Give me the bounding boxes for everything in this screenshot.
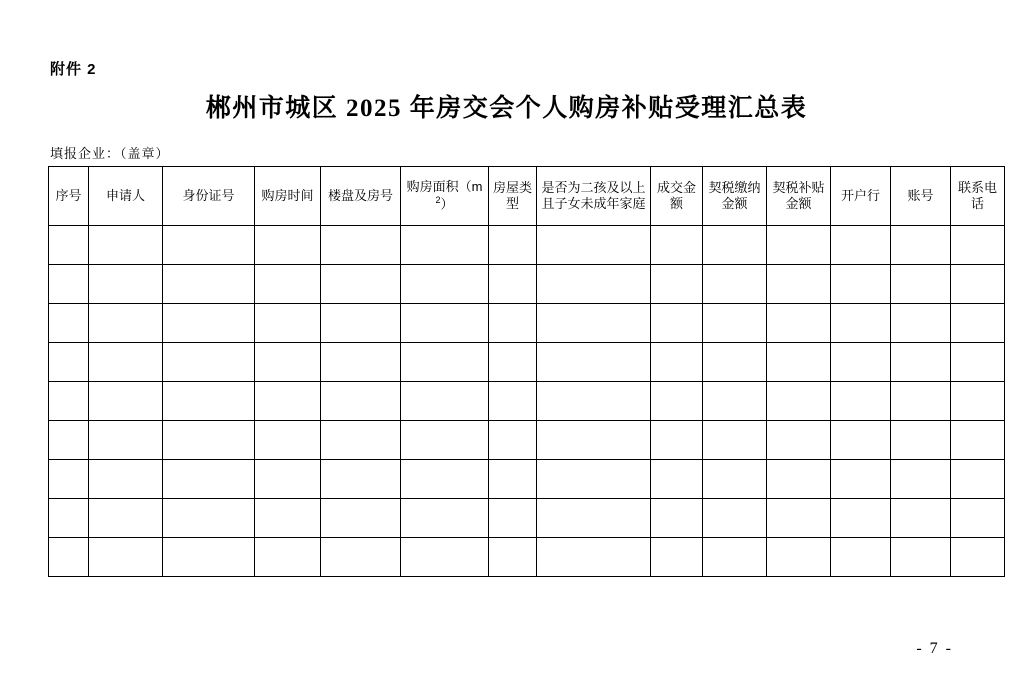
subsidy-summary-table <box>48 166 1005 577</box>
cell-area[interactable] <box>401 343 489 382</box>
cell-building_room[interactable] <box>321 499 401 538</box>
cell-area[interactable] <box>401 421 489 460</box>
cell-deed_tax_subsidy[interactable] <box>767 499 831 538</box>
cell-deal_amount[interactable] <box>651 421 703 460</box>
cell-id_number[interactable] <box>163 343 255 382</box>
cell-building_room[interactable] <box>321 343 401 382</box>
cell-deed_tax_paid[interactable] <box>703 382 767 421</box>
cell-building_room[interactable] <box>321 538 401 577</box>
cell-two_child_family[interactable] <box>537 538 651 577</box>
table-row <box>49 460 1005 499</box>
cell-deed_tax_subsidy[interactable] <box>767 538 831 577</box>
cell-house_type[interactable] <box>489 538 537 577</box>
cell-id_number[interactable] <box>163 226 255 265</box>
column-header-house_type: 房屋类型 <box>489 167 537 226</box>
cell-id_number[interactable] <box>163 265 255 304</box>
cell-phone[interactable] <box>951 226 1005 265</box>
column-header-applicant: 申请人 <box>89 167 163 226</box>
cell-deed_tax_paid[interactable] <box>703 304 767 343</box>
cell-area[interactable] <box>401 460 489 499</box>
reporting-company-label: 填报企业：（盖章） <box>50 146 170 161</box>
cell-area[interactable] <box>401 382 489 421</box>
cell-two_child_family[interactable] <box>537 460 651 499</box>
cell-id_number[interactable] <box>163 382 255 421</box>
cell-deed_tax_subsidy[interactable] <box>767 343 831 382</box>
cell-purchase_time[interactable] <box>255 343 321 382</box>
cell-house_type[interactable] <box>489 343 537 382</box>
cell-phone[interactable] <box>951 538 1005 577</box>
cell-account[interactable] <box>891 265 951 304</box>
cell-deed_tax_subsidy[interactable] <box>767 265 831 304</box>
cell-building_room[interactable] <box>321 226 401 265</box>
cell-house_type[interactable] <box>489 499 537 538</box>
column-header-id_number: 身份证号 <box>163 167 255 226</box>
cell-house_type[interactable] <box>489 460 537 499</box>
cell-applicant[interactable] <box>89 382 163 421</box>
table-row <box>49 265 1005 304</box>
cell-bank[interactable] <box>831 304 891 343</box>
table-row <box>49 421 1005 460</box>
cell-building_room[interactable] <box>321 421 401 460</box>
cell-purchase_time[interactable] <box>255 304 321 343</box>
cell-area[interactable] <box>401 538 489 577</box>
cell-applicant[interactable] <box>89 499 163 538</box>
cell-account[interactable] <box>891 304 951 343</box>
cell-account[interactable] <box>891 499 951 538</box>
cell-phone[interactable] <box>951 304 1005 343</box>
cell-area[interactable] <box>401 226 489 265</box>
column-header-deal_amount: 成交金额 <box>651 167 703 226</box>
cell-id_number[interactable] <box>163 538 255 577</box>
column-header-deed_tax_subsidy: 契税补贴金额 <box>767 167 831 226</box>
cell-purchase_time[interactable] <box>255 421 321 460</box>
cell-deal_amount[interactable] <box>651 304 703 343</box>
cell-phone[interactable] <box>951 499 1005 538</box>
column-header-area: 购房面积$(m^2)$ <box>401 167 489 226</box>
cell-deed_tax_paid[interactable] <box>703 499 767 538</box>
cell-house_type[interactable] <box>489 226 537 265</box>
cell-deed_tax_paid[interactable] <box>703 460 767 499</box>
cell-deed_tax_subsidy[interactable] <box>767 226 831 265</box>
table-row <box>49 499 1005 538</box>
cell-id_number[interactable] <box>163 460 255 499</box>
cell-bank[interactable] <box>831 499 891 538</box>
column-header-building_room: 楼盘及房号 <box>321 167 401 226</box>
table-row <box>49 538 1005 577</box>
cell-seq[interactable] <box>49 382 89 421</box>
cell-deal_amount[interactable] <box>651 499 703 538</box>
cell-two_child_family[interactable] <box>537 265 651 304</box>
cell-building_room[interactable] <box>321 460 401 499</box>
cell-deal_amount[interactable] <box>651 538 703 577</box>
cell-two_child_family[interactable] <box>537 382 651 421</box>
cell-bank[interactable] <box>831 226 891 265</box>
cell-bank[interactable] <box>831 538 891 577</box>
cell-seq[interactable] <box>49 499 89 538</box>
cell-phone[interactable] <box>951 382 1005 421</box>
cell-applicant[interactable] <box>89 265 163 304</box>
cell-account[interactable] <box>891 343 951 382</box>
cell-account[interactable] <box>891 460 951 499</box>
cell-area[interactable] <box>401 304 489 343</box>
column-header-account: 账号 <box>891 167 951 226</box>
cell-building_room[interactable] <box>321 382 401 421</box>
table-header-row <box>49 167 1005 226</box>
column-header-seq: 序号 <box>49 167 89 226</box>
cell-deed_tax_paid[interactable] <box>703 421 767 460</box>
cell-id_number[interactable] <box>163 304 255 343</box>
cell-deal_amount[interactable] <box>651 265 703 304</box>
column-header-deed_tax_paid: 契税缴纳金额 <box>703 167 767 226</box>
cell-deal_amount[interactable] <box>651 382 703 421</box>
cell-deed_tax_paid[interactable] <box>703 343 767 382</box>
table-row <box>49 304 1005 343</box>
cell-two_child_family[interactable] <box>537 304 651 343</box>
table-row <box>49 343 1005 382</box>
cell-deed_tax_subsidy[interactable] <box>767 460 831 499</box>
cell-account[interactable] <box>891 226 951 265</box>
attachment-label: 附件 2 <box>50 61 97 78</box>
cell-seq[interactable] <box>49 538 89 577</box>
column-header-two_child_family: 是否为二孩及以上且子女未成年家庭 <box>537 167 651 226</box>
cell-applicant[interactable] <box>89 226 163 265</box>
column-header-bank: 开户行 <box>831 167 891 226</box>
table-row <box>49 382 1005 421</box>
table-row <box>49 226 1005 265</box>
cell-phone[interactable] <box>951 460 1005 499</box>
cell-two_child_family[interactable] <box>537 421 651 460</box>
cell-purchase_time[interactable] <box>255 460 321 499</box>
cell-id_number[interactable] <box>163 499 255 538</box>
column-header-phone: 联系电话 <box>951 167 1005 226</box>
column-header-purchase_time: 购房时间 <box>255 167 321 226</box>
cell-deal_amount[interactable] <box>651 343 703 382</box>
cell-deal_amount[interactable] <box>651 226 703 265</box>
cell-purchase_time[interactable] <box>255 538 321 577</box>
cell-bank[interactable] <box>831 265 891 304</box>
cell-seq[interactable] <box>49 265 89 304</box>
cell-applicant[interactable] <box>89 304 163 343</box>
cell-purchase_time[interactable] <box>255 226 321 265</box>
cell-purchase_time[interactable] <box>255 265 321 304</box>
cell-phone[interactable] <box>951 265 1005 304</box>
cell-seq[interactable] <box>49 304 89 343</box>
cell-bank[interactable] <box>831 382 891 421</box>
cell-two_child_family[interactable] <box>537 226 651 265</box>
cell-deed_tax_subsidy[interactable] <box>767 382 831 421</box>
cell-building_room[interactable] <box>321 265 401 304</box>
cell-id_number[interactable] <box>163 421 255 460</box>
cell-house_type[interactable] <box>489 265 537 304</box>
cell-phone[interactable] <box>951 421 1005 460</box>
cell-two_child_family[interactable] <box>537 499 651 538</box>
cell-applicant[interactable] <box>89 343 163 382</box>
cell-seq[interactable] <box>49 460 89 499</box>
page-number: - 7 - <box>916 640 953 657</box>
cell-deed_tax_paid[interactable] <box>703 538 767 577</box>
cell-deed_tax_paid[interactable] <box>703 265 767 304</box>
cell-bank[interactable] <box>831 460 891 499</box>
cell-purchase_time[interactable] <box>255 499 321 538</box>
cell-applicant[interactable] <box>89 421 163 460</box>
cell-seq[interactable] <box>49 226 89 265</box>
cell-house_type[interactable] <box>489 382 537 421</box>
cell-purchase_time[interactable] <box>255 382 321 421</box>
cell-phone[interactable] <box>951 343 1005 382</box>
cell-applicant[interactable] <box>89 538 163 577</box>
page-title: 郴州市城区 2025 年房交会个人购房补贴受理汇总表 <box>205 95 808 122</box>
cell-two_child_family[interactable] <box>537 343 651 382</box>
cell-bank[interactable] <box>831 343 891 382</box>
cell-deed_tax_paid[interactable] <box>703 226 767 265</box>
cell-deal_amount[interactable] <box>651 460 703 499</box>
cell-area[interactable] <box>401 265 489 304</box>
cell-account[interactable] <box>891 538 951 577</box>
cell-bank[interactable] <box>831 421 891 460</box>
cell-deed_tax_subsidy[interactable] <box>767 421 831 460</box>
cell-seq[interactable] <box>49 343 89 382</box>
cell-applicant[interactable] <box>89 460 163 499</box>
cell-account[interactable] <box>891 382 951 421</box>
cell-area[interactable] <box>401 499 489 538</box>
cell-building_room[interactable] <box>321 304 401 343</box>
cell-house_type[interactable] <box>489 304 537 343</box>
cell-deed_tax_subsidy[interactable] <box>767 304 831 343</box>
cell-house_type[interactable] <box>489 421 537 460</box>
cell-seq[interactable] <box>49 421 89 460</box>
cell-account[interactable] <box>891 421 951 460</box>
